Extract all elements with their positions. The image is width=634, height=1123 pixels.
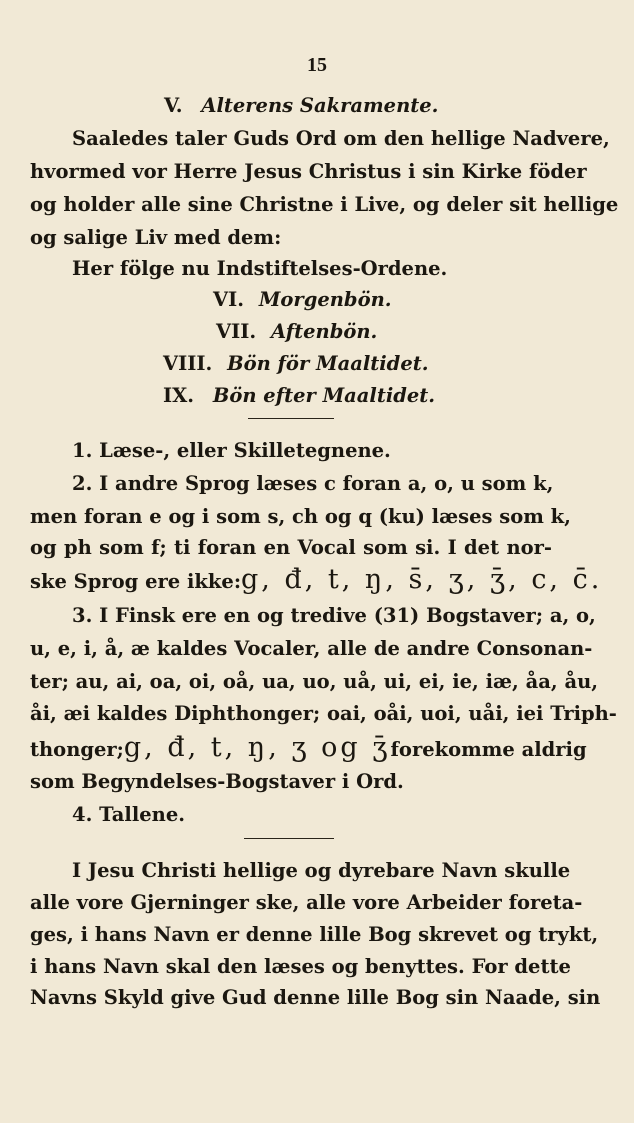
paragraph-line: men foran e og i som s, ch og q (ku) læses som k, <box>30 505 571 528</box>
toc-title: Morgenbön. <box>258 288 392 311</box>
page-number: 15 <box>307 54 327 76</box>
numbered-item: 1. Læse-, eller Skilletegnene. <box>72 439 391 462</box>
line-text: forekomme aldrig <box>390 738 587 761</box>
paragraph-line: og holder alle sine Christne i Live, og deler sit hellige <box>30 193 619 216</box>
paragraph-line: ter; au, ai, oa, oi, oå, ua, uo, uå, ui, ei, ie, iæ, åa, åu, <box>30 670 599 693</box>
toc-title: Bön efter Maaltidet. <box>212 384 436 407</box>
special-letters: g, đ, t, ŋ, ʒ og ʒ̄ <box>123 732 391 763</box>
toc-number: IX. <box>163 384 195 407</box>
paragraph-line: alle vore Gjerninger ske, alle vore Arbeider foreta- <box>30 891 583 914</box>
toc-title: Bön för Maaltidet. <box>227 352 429 375</box>
section-divider <box>244 838 334 839</box>
numbered-item: 3. I Finsk ere en og tredive (31) Bogstaver; a, o, <box>72 604 596 627</box>
toc-number: VII. <box>216 320 257 343</box>
paragraph-line: u, e, i, å, æ kaldes Vocaler, alle de andre Consonan- <box>30 637 593 660</box>
toc-title: Aftenbön. <box>270 320 378 343</box>
paragraph-line: og ph som f; ti foran en Vocal som si. I det nor- <box>30 536 552 559</box>
section-divider <box>248 418 334 419</box>
toc-entry <box>216 322 516 342</box>
paragraph-line: i hans Navn skal den læses og benyttes. For dette <box>30 955 571 978</box>
paragraph-line <box>30 732 587 763</box>
toc-entry <box>213 290 513 310</box>
toc-number: VIII. <box>163 352 213 375</box>
paragraph-line: Navns Skyld give Gud denne lille Bog sin Naade, sin <box>30 986 601 1009</box>
paragraph-line: hvormed vor Herre Jesus Christus i sin Kirke föder <box>30 160 587 183</box>
paragraph-line: åi, æi kaldes Diphthonger; oai, oåi, uoi, uåi, iei Triph- <box>30 702 617 725</box>
paragraph-line: Saaledes taler Guds Ord om den hellige Nadvere, <box>72 127 610 150</box>
special-letters: g, đ, t, ŋ, s̄, ʒ, ʒ̄, c, c̄. <box>241 564 603 595</box>
section-title: Alterens Sakramente. <box>201 94 439 117</box>
paragraph-line: og salige Liv med dem: <box>30 226 282 249</box>
paragraph-line: I Jesu Christi hellige og dyrebare Navn skulle <box>72 859 571 882</box>
toc-entry <box>163 386 463 406</box>
paragraph-line: Her fölge nu Indstiftelses-Ordene. <box>72 257 448 280</box>
numbered-item: 4. Tallene. <box>72 803 186 826</box>
section-number: V. <box>164 94 183 117</box>
section-heading-v <box>164 96 464 116</box>
line-text: thonger; <box>30 738 124 761</box>
toc-number: VI. <box>213 288 245 311</box>
paragraph-line: som Begyndelses-Bogstaver i Ord. <box>30 770 404 793</box>
line-text: ske Sprog ere ikke: <box>30 570 242 593</box>
paragraph-line <box>30 564 603 595</box>
toc-entry <box>163 354 463 374</box>
paragraph-line: ges, i hans Navn er denne lille Bog skrevet og trykt, <box>30 923 599 946</box>
numbered-item: 2. I andre Sprog læses c foran a, o, u som k, <box>72 472 554 495</box>
